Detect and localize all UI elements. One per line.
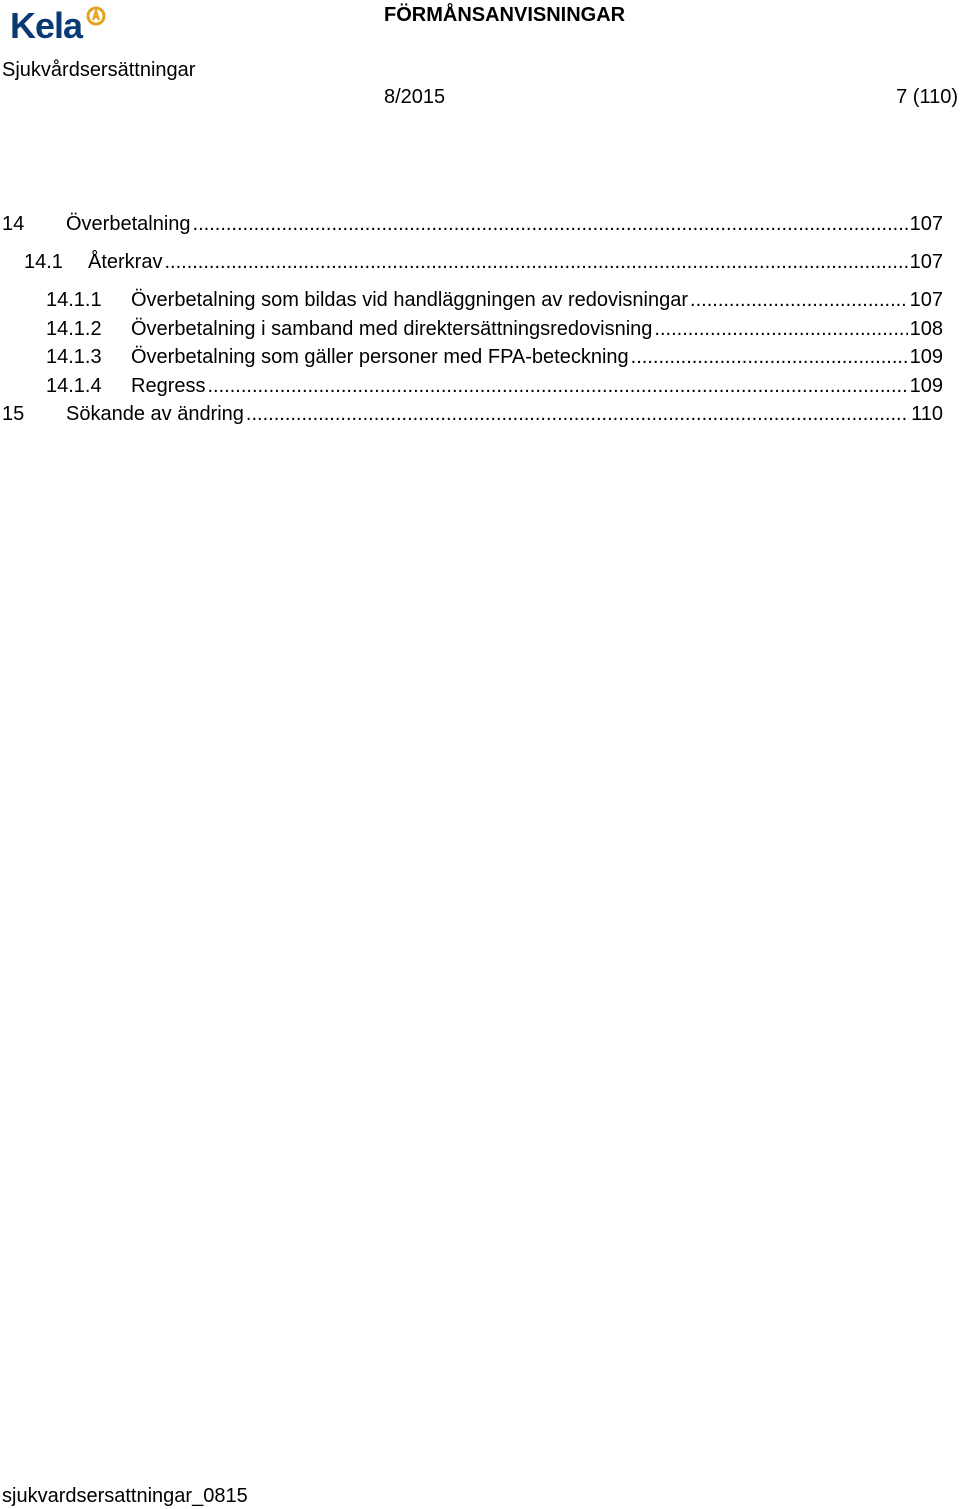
toc-entry[interactable] [0, 286, 943, 315]
toc-entry[interactable] [0, 372, 943, 401]
toc-entry[interactable] [0, 400, 943, 429]
table-of-contents [0, 210, 943, 429]
toc-entry-title: Överbetalning [66, 213, 191, 235]
toc-entry-page: 107 [909, 251, 943, 273]
toc-leader [207, 372, 907, 400]
page-number: 7 (110) [896, 86, 958, 108]
toc-entry[interactable] [0, 315, 943, 344]
kela-logo [10, 4, 100, 48]
toc-entry-number: 14.1 [24, 251, 63, 273]
toc-leader [193, 210, 908, 238]
toc-entry-title: Sökande av ändring [66, 403, 244, 426]
toc-leader [690, 286, 908, 314]
toc-entry-number: 14.1.2 [46, 317, 102, 340]
document-title: FÖRMÅNSANVISNINGAR [384, 4, 626, 26]
toc-leader [631, 343, 908, 371]
toc-leader [246, 400, 909, 428]
toc-entry-number: 14.1.1 [46, 289, 102, 311]
toc-entry-number: 15 [2, 403, 25, 426]
toc-entry[interactable] [0, 343, 943, 372]
document-footer: sjukvardsersattningar_0815 [2, 1485, 248, 1507]
toc-entry-title: Överbetalning i samband med direktersättningsredovisning [131, 317, 653, 340]
toc-entry-page: 108 [909, 317, 943, 340]
toc-entry-number: 14 [2, 213, 25, 235]
toc-entry[interactable] [0, 210, 943, 248]
toc-entry-title: Överbetalning som gäller personer med FPA-beteckning [131, 346, 629, 369]
toc-entry-title: Regress [131, 374, 206, 397]
toc-entry-page: 107 [909, 289, 943, 311]
toc-entry-number: 14.1.4 [46, 374, 102, 397]
document-subtitle: Sjukvårdsersättningar [2, 59, 196, 81]
toc-entry-page: 109 [909, 346, 943, 369]
document-date: 8/2015 [384, 86, 446, 108]
toc-entry-page: 110 [911, 403, 943, 426]
logo-text: Kela [10, 5, 83, 46]
toc-entry-number: 14.1.3 [46, 346, 102, 369]
toc-entry-title: Återkrav [88, 251, 163, 273]
toc-entry[interactable] [0, 248, 943, 286]
toc-leader [164, 248, 907, 276]
toc-entry-page: 109 [909, 374, 943, 397]
toc-leader [654, 315, 907, 343]
kela-emblem-icon [86, 6, 106, 26]
toc-entry-title: Överbetalning som bildas vid handläggningen av redovisningar [131, 289, 689, 311]
toc-entry-page: 107 [909, 213, 943, 235]
